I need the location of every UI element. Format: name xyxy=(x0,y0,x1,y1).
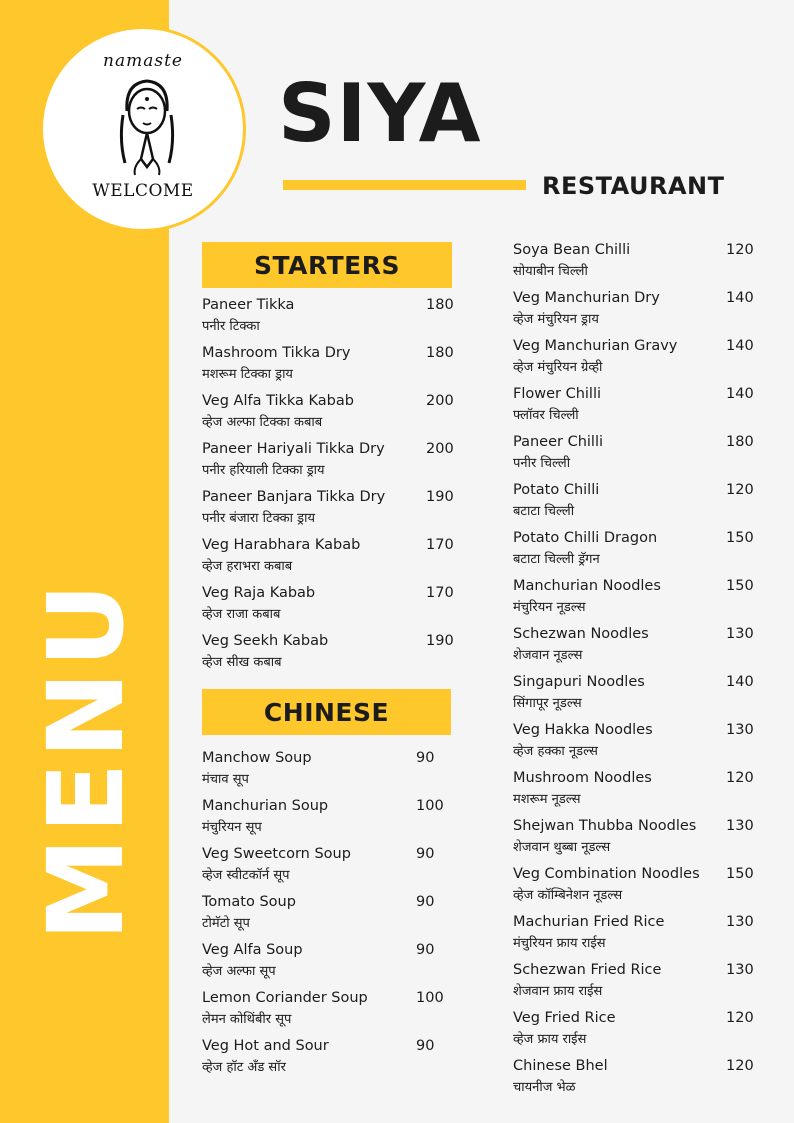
item-price: 170 xyxy=(426,585,454,601)
item-price: 120 xyxy=(726,482,754,498)
item-price: 120 xyxy=(726,770,754,786)
item-local-name: शेजवान नूडल्स xyxy=(513,648,583,663)
item-name: Soya Bean Chilli xyxy=(513,242,631,258)
item-local-name: व्हेज मंचुरियन ग्रेव्ही xyxy=(513,360,603,375)
item-name: Chinese Bhel xyxy=(513,1058,608,1074)
item-name: Veg Alfa Tikka Kabab xyxy=(202,393,354,409)
menu-item xyxy=(513,527,753,575)
item-price: 150 xyxy=(726,866,754,882)
item-name: Manchurian Soup xyxy=(202,798,329,814)
item-name: Flower Chilli xyxy=(513,386,602,402)
brand-underline xyxy=(283,180,526,190)
item-price: 130 xyxy=(726,962,754,978)
item-local-name: व्हेज हॉट अँड सॉर xyxy=(202,1060,286,1075)
item-name: Paneer Tikka xyxy=(202,297,295,313)
item-local-name: पनीर टिक्का xyxy=(202,319,260,334)
restaurant-name: SIYA xyxy=(278,67,482,160)
item-local-name: व्हेज अल्फा टिक्का कबाब xyxy=(202,415,323,430)
starters-heading: STARTERS xyxy=(202,242,452,288)
item-price: 120 xyxy=(726,1010,754,1026)
item-name: Schezwan Fried Rice xyxy=(513,962,662,978)
item-name: Potato Chilli Dragon xyxy=(513,530,658,546)
item-local-name: मशरूम नूडल्स xyxy=(513,792,581,807)
item-local-name: लेमन कोथिंबीर सूप xyxy=(202,1012,292,1027)
chinese-heading: CHINESE xyxy=(202,689,451,735)
item-local-name: व्हेज हक्का नूडल्स xyxy=(513,744,598,759)
item-name: Lemon Coriander Soup xyxy=(202,990,368,1006)
item-price: 100 xyxy=(416,990,444,1006)
menu-item xyxy=(202,390,454,438)
item-price: 120 xyxy=(726,1058,754,1074)
item-name: Manchow Soup xyxy=(202,750,312,766)
item-local-name: शेजवान फ्राय राईस xyxy=(513,984,603,999)
item-name: Schezwan Noodles xyxy=(513,626,649,642)
item-local-name: चायनीज भेळ xyxy=(513,1080,576,1095)
item-price: 200 xyxy=(426,441,454,457)
item-name: Singapuri Noodles xyxy=(513,674,645,690)
item-name: Veg Hakka Noodles xyxy=(513,722,653,738)
item-price: 140 xyxy=(726,338,754,354)
item-local-name: व्हेज स्वीटकॉर्न सूप xyxy=(202,868,290,883)
item-local-name: व्हेज राजा कबाब xyxy=(202,607,281,622)
menu-item xyxy=(202,843,454,891)
item-local-name: मशरूम टिक्का ड्राय xyxy=(202,367,293,382)
item-local-name: व्हेज अल्फा सूप xyxy=(202,964,276,979)
namaste-figure-icon xyxy=(105,71,189,179)
item-local-name: शेजवान थुब्बा नूडल्स xyxy=(513,840,611,855)
item-name: Potato Chilli xyxy=(513,482,600,498)
item-local-name: बटाटा चिल्ली ड्रॅगन xyxy=(513,552,600,567)
item-name: Veg Raja Kabab xyxy=(202,585,316,601)
menu-item xyxy=(513,671,753,719)
menu-item xyxy=(513,1007,753,1055)
item-price: 90 xyxy=(416,846,435,862)
item-price: 90 xyxy=(416,1038,435,1054)
item-local-name: मंचुरियन सूप xyxy=(202,820,262,835)
item-name: Paneer Banjara Tikka Dry xyxy=(202,489,386,505)
logo-bottom-text: WELCOME xyxy=(92,181,194,201)
item-name: Veg Alfa Soup xyxy=(202,942,303,958)
item-price: 100 xyxy=(416,798,444,814)
menu-item xyxy=(202,534,454,582)
menu-item xyxy=(202,438,454,486)
item-name: Veg Manchurian Dry xyxy=(513,290,660,306)
item-price: 90 xyxy=(416,750,435,766)
item-local-name: पनीर चिल्ली xyxy=(513,456,571,471)
item-name: Manchurian Noodles xyxy=(513,578,661,594)
item-local-name: व्हेज हराभरा कबाब xyxy=(202,559,293,574)
restaurant-subtitle: RESTAURANT xyxy=(542,172,725,200)
menu-item xyxy=(202,939,454,987)
item-price: 140 xyxy=(726,290,754,306)
item-name: Shejwan Thubba Noodles xyxy=(513,818,697,834)
chinese-list xyxy=(202,747,454,1083)
menu-item xyxy=(513,623,753,671)
menu-item xyxy=(202,582,454,630)
starters-list xyxy=(202,294,454,678)
menu-item xyxy=(513,767,753,815)
menu-item xyxy=(513,287,753,335)
item-price: 150 xyxy=(726,578,754,594)
item-name: Veg Fried Rice xyxy=(513,1010,616,1026)
item-name: Tomato Soup xyxy=(202,894,296,910)
item-price: 140 xyxy=(726,386,754,402)
item-name: Veg Seekh Kabab xyxy=(202,633,329,649)
chinese-more-list xyxy=(513,239,753,1103)
item-name: Veg Hot and Sour xyxy=(202,1038,329,1054)
item-price: 180 xyxy=(426,345,454,361)
item-name: Veg Harabhara Kabab xyxy=(202,537,361,553)
item-price: 130 xyxy=(726,818,754,834)
item-price: 170 xyxy=(426,537,454,553)
item-local-name: पनीर हरियाली टिक्का ड्राय xyxy=(202,463,325,478)
item-name: Veg Sweetcorn Soup xyxy=(202,846,351,862)
menu-item xyxy=(202,630,454,678)
item-name: Veg Combination Noodles xyxy=(513,866,700,882)
item-price: 130 xyxy=(726,914,754,930)
item-local-name: पनीर बंजारा टिक्का ड्राय xyxy=(202,511,316,526)
menu-item xyxy=(513,1055,753,1103)
item-local-name: फ्लॉवर चिल्ली xyxy=(513,408,579,423)
item-price: 180 xyxy=(726,434,754,450)
item-local-name: टोमॅटो सूप xyxy=(202,916,250,931)
item-name: Paneer Hariyali Tikka Dry xyxy=(202,441,385,457)
menu-item xyxy=(513,335,753,383)
item-name: Paneer Chilli xyxy=(513,434,604,450)
menu-item xyxy=(513,911,753,959)
item-local-name: व्हेज मंचुरियन ड्राय xyxy=(513,312,599,327)
item-local-name: मंचुरियन फ्राय राईस xyxy=(513,936,606,951)
menu-item xyxy=(513,431,753,479)
item-local-name: मंचुरियन नूडल्स xyxy=(513,600,586,615)
menu-item xyxy=(513,959,753,1007)
menu-item xyxy=(202,486,454,534)
menu-item xyxy=(202,294,454,342)
menu-item xyxy=(513,383,753,431)
menu-item xyxy=(202,1035,454,1083)
item-name: Machurian Fried Rice xyxy=(513,914,665,930)
item-name: Mashroom Tikka Dry xyxy=(202,345,351,361)
item-local-name: व्हेज फ्राय राईस xyxy=(513,1032,587,1047)
item-price: 180 xyxy=(426,297,454,313)
item-name: Veg Manchurian Gravy xyxy=(513,338,678,354)
logo-top-text: namaste xyxy=(103,51,183,71)
item-price: 200 xyxy=(426,393,454,409)
item-local-name: मंचाव सूप xyxy=(202,772,249,787)
menu-item xyxy=(513,575,753,623)
item-price: 90 xyxy=(416,942,435,958)
menu-item xyxy=(202,795,454,843)
menu-item xyxy=(513,815,753,863)
item-price: 150 xyxy=(726,530,754,546)
item-name: Mushroom Noodles xyxy=(513,770,652,786)
menu-item xyxy=(202,891,454,939)
item-local-name: व्हेज सीख कबाब xyxy=(202,655,282,670)
menu-item xyxy=(513,863,753,911)
menu-item xyxy=(513,239,753,287)
menu-item xyxy=(202,747,454,795)
item-price: 130 xyxy=(726,626,754,642)
item-price: 190 xyxy=(426,633,454,649)
item-local-name: बटाटा चिल्ली xyxy=(513,504,575,519)
item-price: 90 xyxy=(416,894,435,910)
menu-item xyxy=(202,342,454,390)
item-price: 120 xyxy=(726,242,754,258)
namaste-logo xyxy=(40,26,246,232)
menu-item xyxy=(202,987,454,1035)
sidebar-menu-title: MENU xyxy=(25,578,147,942)
item-local-name: सिंगापूर नूडल्स xyxy=(513,696,582,711)
item-price: 130 xyxy=(726,722,754,738)
item-local-name: सोयाबीन चिल्ली xyxy=(513,264,588,279)
item-price: 190 xyxy=(426,489,454,505)
menu-item xyxy=(513,479,753,527)
menu-item xyxy=(513,719,753,767)
item-price: 140 xyxy=(726,674,754,690)
item-local-name: व्हेज कॉम्बिनेशन नूडल्स xyxy=(513,888,623,903)
